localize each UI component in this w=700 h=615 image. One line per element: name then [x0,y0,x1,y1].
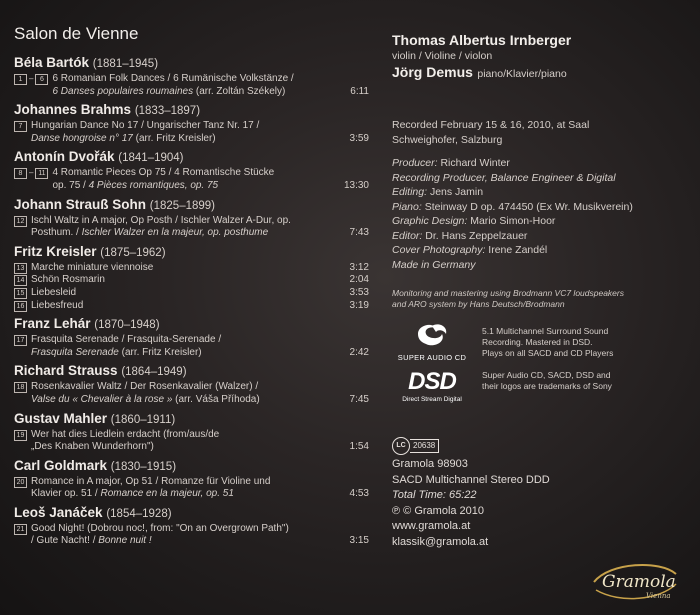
composer-heading [14,315,369,334]
track-title [31,274,331,287]
credit-value: Jens Jamin [427,186,484,198]
track-title-french: Ischler Walzer en la majeur, op. posthume [81,227,269,239]
composer-heading [14,101,369,120]
lc-circle: LC [392,437,410,455]
composer-name: Carl Goldmark [14,457,108,473]
track-title-french: Frasquita Serenade [31,346,119,358]
performer-role: violin / Violine / violon [392,50,493,62]
email-link[interactable]: klassik@gramola.at [392,535,489,548]
credit-line [392,229,692,244]
credit-label: Editing: [392,186,428,198]
track-title-line [31,535,331,548]
composer-years: (1833–1897) [134,105,201,118]
credit-value: Richard Winter [437,157,510,169]
composer-block [14,362,369,406]
track-arranger: (arr. Fritz Kreisler) [132,132,216,144]
track-number: 1 [14,74,27,85]
dsd-logo-sub: Direct Stream Digital [402,396,462,403]
track-row [14,215,369,240]
credit-label: Editor: [392,229,423,242]
tracklist [14,54,369,551]
composer-heading [14,196,369,215]
track-duration: 4:53 [349,488,369,500]
track-duration: 3:19 [349,299,369,311]
composer-years: (1881–1945) [92,58,159,70]
track-arranger: (arr. Fritz Kreisler) [118,346,202,358]
track-duration: 3:59 [349,132,369,144]
composer-years: (1854–1928) [106,507,172,520]
track-duration: 2:04 [349,274,369,286]
credits [392,156,692,272]
track-title-line [31,227,331,240]
total-time: Total Time: 65:22 [392,489,477,501]
composer-name: Béla Bartók [14,55,90,70]
track-title-line: Liebesfreud [31,299,84,311]
mastering-note [392,288,692,310]
composer-heading [14,243,369,262]
sacd-line: Plays on all SACD and CD Players [482,348,614,358]
track-title [31,215,331,240]
track-row [14,429,369,454]
recording-info [392,118,692,147]
credit-label: Made in Germany [392,258,476,271]
gramola-logo-sub: Vienna [646,592,671,600]
sacd-line: 5.1 Multichannel Surround Sound [482,326,609,336]
credit-line [392,156,692,171]
track-title [31,300,331,313]
track-title-french: Valse du « Chevalier à la rose » [31,393,173,405]
composer-block [14,504,369,548]
track-title-line: Wer hat dies Liedlein erdacht (from/aus/de [31,428,220,440]
composer-block [14,196,369,240]
credit-label: Graphic Design: [392,215,468,227]
track-title-prefix: op. 75 / [52,179,89,191]
mastering-line: and ARO system by Hans Deutsch/Brodmann [392,299,565,309]
track-title-french: Romance en la majeur, op. 51 [100,488,234,500]
track-number: 19 [14,430,27,441]
credit-label: Recording Producer, Balance Engineer & Digital [392,171,616,184]
track-duration: 1:54 [349,441,369,453]
label-code [392,437,439,455]
track-title [31,429,331,454]
sacd-line: Recording. Mastered in DSD. [482,337,593,347]
credit-line [392,185,692,200]
track-title [31,120,331,145]
track-number: 7 [14,121,27,132]
track-title [31,523,331,548]
website-link[interactable]: www.gramola.at [392,520,471,532]
dsd-logo [392,368,472,403]
performer-role: piano/Klavier/piano [477,68,567,80]
track-title [31,287,331,300]
credit-value: Dr. Hans Zeppelzauer [422,229,528,242]
track-title [52,167,331,192]
credit-line [392,214,692,229]
track-title-line [31,133,331,146]
composer-block [14,410,369,454]
track-row [14,381,369,406]
track-number: 8 [14,168,27,179]
track-title-prefix: „Des Knaben Wunderhorn") [31,441,154,453]
composer-heading [14,148,369,167]
composer-name: Leoš Janáček [14,504,103,520]
track-number: 16 [14,301,27,312]
track-row [14,287,369,300]
composer-block [14,148,369,192]
composer-block [14,243,369,312]
track-row [14,300,369,313]
track-arranger: (arr. Váša Příhoda) [172,393,260,405]
track-title-line: Ischl Waltz in A major, Op Posth / Ischler Walzer A-Dur, op. [31,214,291,226]
track-title-line [31,347,331,360]
composer-block [14,101,369,145]
track-title-line: Liebesleid [31,286,77,298]
sacd-logo-text: SUPER AUDIO CD [397,353,467,362]
lc-number: 20638 [410,439,439,453]
format-info: SACD Multichannel Stereo DDD [392,473,550,486]
composer-heading [14,504,369,523]
composer-heading [14,54,369,73]
catalog-info [392,457,550,550]
composer-name: Johann Strauß Sohn [14,196,147,212]
track-row [14,120,369,145]
track-row [14,167,369,192]
sacd-logo [392,320,472,362]
track-title-line: Marche miniature viennoise [31,261,154,273]
track-title-prefix: / Gute Nacht! / [31,535,99,547]
track-title [31,262,331,275]
recorded-line: Recorded February 15 & 16, 2010, at Saal [392,119,590,131]
composer-years: (1830–1915) [110,460,177,473]
track-duration: 7:43 [349,227,369,239]
track-number-range [14,168,48,192]
track-duration: 2:42 [349,346,369,358]
composer-years: (1841–1904) [118,152,184,165]
trademark-line: Super Audio CD, SACD, DSD and [482,370,611,380]
track-number: 20 [14,477,27,488]
composer-name: Richard Strauss [14,363,118,379]
track-title-prefix: Posthum. / [31,227,82,239]
track-title [31,476,331,501]
performer-name: Jörg Demus [392,64,473,80]
composer-block [14,457,369,501]
track-title-french: 6 Danses populaires roumaines [52,85,194,97]
track-duration: 7:45 [349,393,369,405]
track-number: 15 [14,288,27,299]
composer-years: (1860–1911) [110,413,176,426]
track-title-line: Hungarian Dance No 17 / Ungarischer Tanz Nr. 17 / [31,120,260,132]
track-title-line: Frasquita Serenade / Frasquita-Serenade / [31,334,222,346]
track-number: 21 [14,524,27,535]
track-arranger: (arr. Zoltán Székely) [193,85,286,97]
credit-value: Irene Zandél [485,244,548,256]
track-title-line: 6 Romanian Folk Dances / 6 Rumänische Volkstänze / [52,73,294,84]
composer-name: Antonín Dvořák [14,149,115,165]
credit-line [392,200,692,215]
composer-name: Franz Lehár [14,316,91,332]
composer-heading [14,410,369,429]
performer-name: Thomas Albertus Irnberger [392,32,572,48]
track-duration: 13:30 [343,179,369,191]
track-row [14,334,369,359]
range-dash: – [29,168,34,178]
performers [392,32,692,82]
composer-name: Gustav Mahler [14,410,108,426]
credit-line [392,258,692,273]
track-title-line [52,180,331,193]
track-number: 14 [14,275,27,286]
track-row [14,476,369,501]
track-number: 12 [14,216,27,227]
sacd-disc-icon [412,320,452,348]
dsd-logo-text: DSD [408,368,456,395]
track-row [14,73,369,98]
trademark-note [482,370,692,392]
track-duration: 3:53 [349,286,369,298]
track-title-french: Danse hongroise n° 17 [31,132,133,144]
track-duration: 3:12 [349,261,369,273]
composer-name: Fritz Kreisler [14,243,97,259]
track-title-line: Good Night! (Dobrou noc!, from: "On an Overgrown Path") [31,522,289,534]
track-row [14,523,369,548]
credit-line [392,243,692,258]
catalog-number: Gramola 98903 [392,458,468,470]
trademark-line: their logos are trademarks of Sony [482,381,612,391]
track-title-line: Rosenkavalier Waltz / Der Rosenkavalier (Walzer) / [31,381,259,393]
track-row [14,274,369,287]
track-number-range [14,74,48,98]
credit-label: Piano: [392,200,422,213]
composer-years: (1864–1949) [121,366,187,379]
composer-years: (1870–1948) [94,319,160,332]
track-duration: 6:11 [350,85,369,97]
sacd-description [482,326,692,359]
credit-line [392,171,692,186]
mastering-line: Monitoring and mastering using Brodmann VC7 loudspeakers [392,288,624,298]
track-title-prefix: Klavier op. 51 / [31,488,101,500]
recorded-line: Schweighofer, Salzburg [392,133,503,146]
track-title-line [31,488,331,501]
range-dash: – [29,74,34,83]
credit-value: Mario Simon-Hoor [467,215,556,227]
track-title-line: 4 Romantic Pieces Op 75 / 4 Romantische Stücke [52,167,275,179]
track-title [31,334,331,359]
track-title-line: Schön Rosmarin [31,274,105,286]
track-number: 18 [14,382,27,393]
track-title [52,73,331,98]
track-duration: 3:15 [349,535,369,547]
track-title-line [31,394,331,407]
track-title-line: Romance in A major, Op 51 / Romanze für Violine und [31,475,271,487]
credit-label: Producer: [392,157,438,169]
composer-years: (1875–1962) [100,246,166,259]
composer-heading [14,457,369,476]
credit-label: Cover Photography: [392,244,486,256]
gramola-logo [590,560,680,604]
track-title-line [31,441,331,454]
track-number: 6 [35,74,48,85]
track-title [31,381,331,406]
gramola-logo-text: Gramola [602,572,676,592]
credit-value: Steinway D op. 474450 (Ex Wr. Musikverein) [421,200,633,213]
track-number: 11 [35,168,48,179]
album-title: Salon de Vienne [14,24,139,43]
track-title-line [52,86,331,99]
composer-block [14,315,369,359]
composer-heading [14,362,369,381]
track-title-french: 4 Pièces romantiques, op. 75 [88,179,219,191]
composer-name: Johannes Brahms [14,102,132,118]
track-number: 13 [14,263,27,274]
track-row [14,262,369,275]
composer-years: (1825–1899) [149,199,216,212]
copyright: ℗ © Gramola 2010 [392,504,485,517]
track-title-french: Bonne nuit ! [98,535,152,547]
composer-block [14,54,369,98]
track-number: 17 [14,335,27,346]
